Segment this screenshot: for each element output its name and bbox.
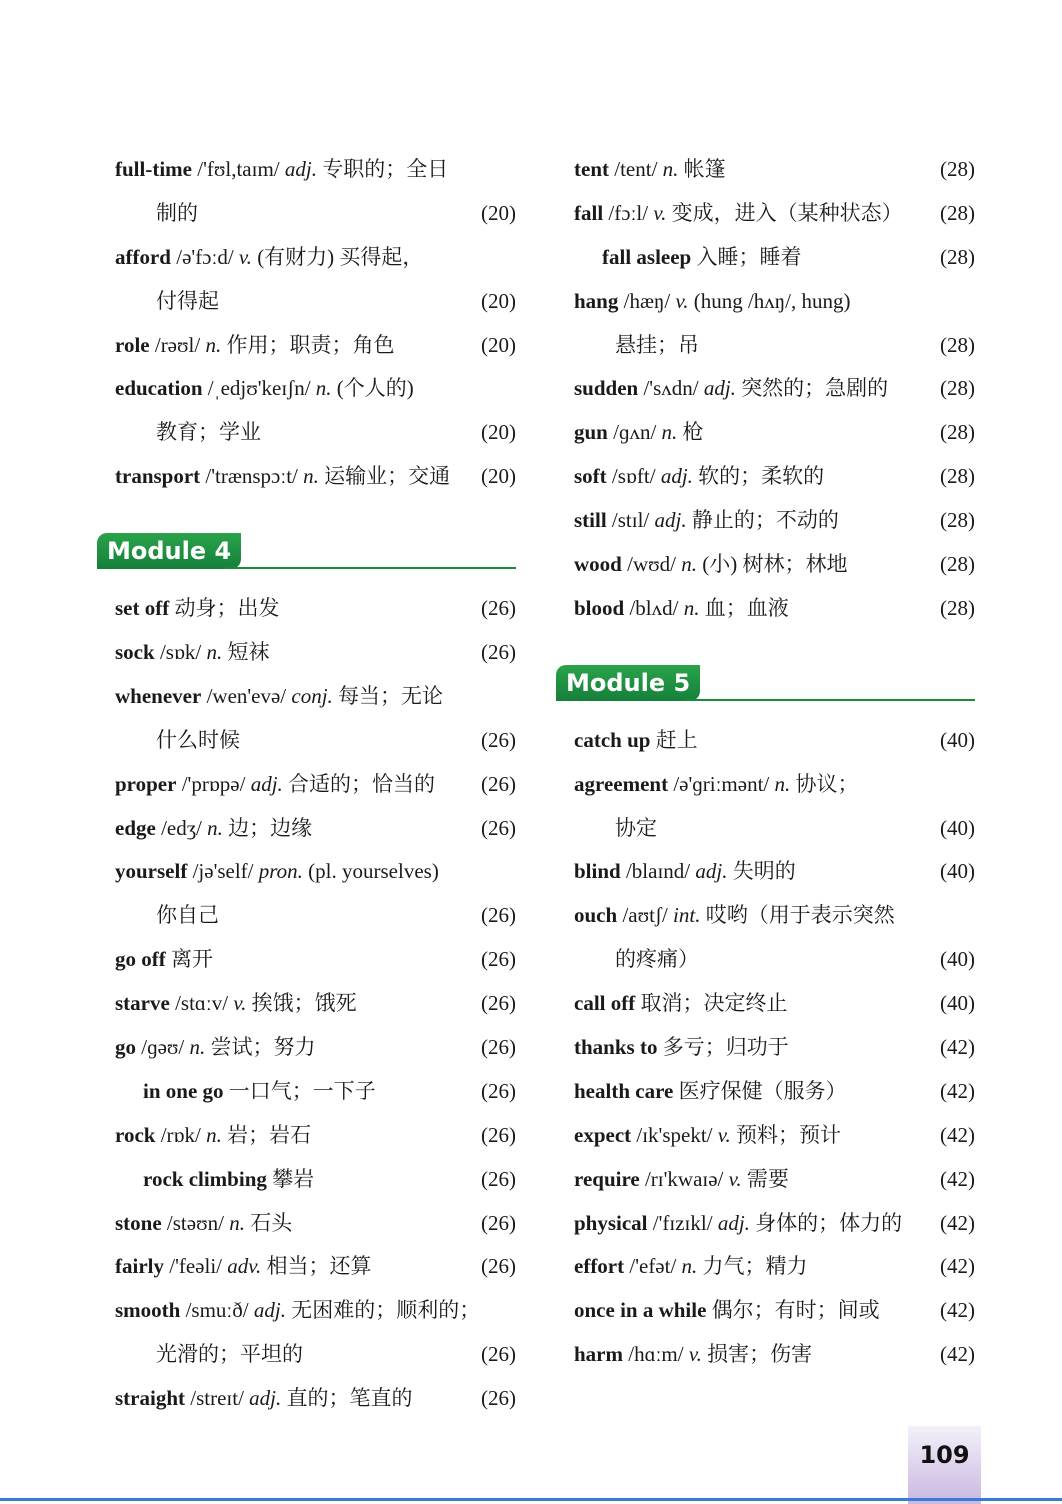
headword: gun [574,420,608,445]
part-of-speech: adj. [695,859,728,884]
meaning: 岩；岩石 [227,1122,312,1147]
page-reference: (40) [940,815,975,840]
part-of-speech: n. [683,595,700,620]
vocab-entry [574,1114,975,1158]
page-reference: (28) [940,157,975,181]
vocab-entry [115,367,516,411]
phonetic: /hɑːm/ [628,1342,684,1367]
meaning: 专职的；全日 [322,157,449,181]
vocab-entry [574,850,975,894]
headword: smooth [115,1298,181,1323]
phonetic: /fɔːl/ [608,200,649,225]
phonetic: /ə'fɔːd/ [176,244,234,269]
page-reference: (26) [481,903,516,928]
page-reference: (26) [481,947,516,972]
meaning: 偶尔；有时；间或 [711,1298,880,1323]
headword: sock [115,640,155,665]
page-reference: (20) [481,420,516,445]
page-reference: (26) [481,771,516,796]
phonetic: /aʊtʃ/ [622,903,668,928]
page-reference: (20) [481,200,516,225]
page-reference: (26) [481,1386,516,1411]
phonetic: /'sʌdn/ [643,376,699,401]
page-reference: (26) [481,1122,516,1147]
page-reference: (42) [940,1166,975,1191]
vocab-entry [574,938,975,982]
meaning: 帐篷 [683,157,726,181]
headword: expect [574,1122,632,1147]
page-reference: (42) [940,1122,975,1147]
meaning: 教育；学业 [156,420,261,445]
page-reference: (40) [940,859,975,884]
part-of-speech: v. [653,200,667,225]
vocab-entry [574,148,975,192]
part-of-speech: adj. [654,508,687,533]
phonetic: /ɡəʊ/ [141,1035,185,1060]
headword: call off [574,991,636,1016]
entry-list [115,148,516,499]
page-reference: (28) [940,595,975,620]
meaning: 动身；出发 [174,596,280,621]
meaning: 每当；无论 [338,683,444,708]
module-rule [225,567,516,569]
vocab-entry [574,894,975,938]
headword: physical [574,1210,648,1235]
meaning: 力气；精力 [702,1254,808,1279]
meaning: 协定 [615,815,657,840]
headword: effort [574,1254,625,1279]
headword: blood [574,595,625,620]
phonetic: /rɪ'kwaɪə/ [644,1166,724,1191]
phonetic: /'prɒpə/ [181,771,246,796]
phonetic: /smuːð/ [185,1298,249,1323]
part-of-speech: conj. [291,683,333,708]
page-reference: (40) [940,947,975,972]
part-of-speech: n. [229,1210,245,1235]
phonetic: /ɪk'spekt/ [636,1122,713,1147]
vocab-entry [574,763,975,807]
vocab-entry [574,411,975,455]
page-reference: (26) [481,1342,516,1367]
headword: proper [115,771,177,796]
page-reference: (26) [481,1210,516,1235]
headword: fall [574,200,604,225]
page-reference: (28) [940,508,975,533]
page-reference: (26) [481,640,516,665]
vocab-entry [574,1202,975,1246]
phonetic: /ˌedjʊ'keɪʃn/ [207,376,311,401]
part-of-speech: n. [189,1035,206,1060]
page-reference: (26) [481,1254,516,1279]
phonetic: /tent/ [614,157,658,181]
phonetic: /wen'evə/ [206,683,287,708]
part-of-speech: n. [206,640,223,665]
headword: yourself [115,859,188,884]
vocab-entry [115,1245,516,1289]
meaning: 多亏；归功于 [662,1035,789,1060]
vocab-entry [115,455,516,499]
phonetic: /stɑːv/ [175,991,229,1016]
part-of-speech: adj. [250,771,283,796]
entry-list [115,587,516,1421]
phonetic: /sɒft/ [611,464,656,489]
page-reference: (42) [940,1210,975,1235]
meaning: 哎哟（用于表示突然 [705,903,895,928]
page-reference: (20) [481,332,516,357]
vocab-entry [115,631,516,675]
page-reference: (26) [481,1078,516,1103]
meaning: (hung /hʌŋ/, hung) [693,288,851,313]
page-reference: (28) [940,420,975,445]
vocab-entry [574,236,975,280]
meaning: 相当；还算 [266,1254,372,1279]
headword: wood [574,552,622,577]
meaning: 入睡；睡着 [696,244,802,269]
vocab-entry [574,367,975,411]
part-of-speech: v. [238,244,252,269]
meaning: 制的 [156,200,198,225]
headword: full-time [115,157,192,181]
page-reference: (42) [940,1035,975,1060]
meaning: 损害；伤害 [707,1342,813,1367]
vocab-entry [115,324,516,368]
part-of-speech: n. [681,552,697,577]
meaning: 突然的；急剧的 [741,376,889,401]
phonetic: /ɡʌn/ [613,420,657,445]
page-reference: (28) [940,244,975,269]
headword: afford [115,244,171,269]
vocab-entry [574,1026,975,1070]
phonetic: /jə'self/ [192,859,254,884]
vocab-entry [574,807,975,851]
meaning: 短袜 [227,640,270,665]
meaning: 的疼痛） [615,947,699,972]
meaning: 石头 [250,1210,293,1235]
vocab-entry [115,1377,516,1421]
page-reference: (42) [940,1298,975,1323]
meaning: 挨饿；饿死 [251,991,357,1016]
page-reference: (26) [481,991,516,1016]
module-rule [684,699,975,701]
part-of-speech: adj. [249,1386,282,1411]
headword: starve [115,991,170,1016]
page-reference: (40) [940,991,975,1016]
vocab-entry [115,1070,516,1114]
phonetic: /stɪl/ [611,508,650,533]
page-reference: (42) [940,1342,975,1367]
meaning: (个人的) [336,376,414,401]
vocab-entry [115,280,516,324]
vocab-entry [115,719,516,763]
vocab-entry [574,543,975,587]
meaning: (有财力) 买得起， [257,244,424,269]
headword: require [574,1166,640,1191]
phonetic: /blaɪnd/ [625,859,691,884]
meaning: 运输业；交通 [324,464,451,489]
meaning: 离开 [171,947,213,972]
meaning: 边；边缘 [228,815,313,840]
meaning: 什么时候 [156,727,240,752]
meaning: 悬挂；吊 [615,332,699,357]
headword: edge [115,815,156,840]
headword: harm [574,1342,623,1367]
phonetic: /rɒk/ [160,1122,201,1147]
phonetic: /'feəli/ [169,1254,222,1279]
page-reference: (28) [940,464,975,489]
part-of-speech: n. [661,420,678,445]
headword: go [115,1035,136,1060]
vocab-entry [574,1333,975,1377]
vocab-entry [115,411,516,455]
meaning: 光滑的；平坦的 [156,1342,303,1367]
phonetic: /hæŋ/ [623,288,671,313]
page-reference: (28) [940,376,975,401]
part-of-speech: n. [315,376,332,401]
part-of-speech: n. [207,815,223,840]
vocab-entry [574,324,975,368]
phonetic: /streɪt/ [190,1386,244,1411]
vocab-entry [115,148,516,192]
part-of-speech: int. [673,903,701,928]
headword: sudden [574,376,639,401]
headword: still [574,508,607,533]
vocab-entry [115,1289,516,1333]
vocab-entry [115,1202,516,1246]
vocab-entry [115,894,516,938]
meaning: (pl. yourselves) [308,859,439,884]
meaning: 血；血液 [704,595,789,620]
page-reference: (20) [481,288,516,313]
vocab-entry [115,850,516,894]
headword: education [115,376,203,401]
headword: set off [115,596,170,621]
part-of-speech: n. [681,1254,698,1279]
headword: hang [574,288,619,313]
module-title: Module 5 [556,665,700,701]
headword: agreement [574,771,669,796]
headword: fairly [115,1254,164,1279]
meaning: 医疗保健（服务） [678,1078,847,1103]
vocab-entry [115,1158,516,1202]
meaning: (小) 树林；林地 [702,552,848,577]
headword: thanks to [574,1035,658,1060]
part-of-speech: n. [662,157,679,181]
right-column [566,148,975,1377]
page-reference: (42) [940,1078,975,1103]
vocab-entry [115,675,516,719]
headword: go off [115,947,166,972]
page-reference: (26) [481,1035,516,1060]
headword: whenever [115,683,202,708]
vocab-entry [574,499,975,543]
meaning: 攀岩 [272,1166,315,1191]
part-of-speech: v. [233,991,247,1016]
part-of-speech: v. [717,1122,731,1147]
meaning: 赶上 [655,727,698,752]
page-reference: (20) [481,464,516,489]
part-of-speech: adj. [703,376,736,401]
module-title: Module 4 [97,533,241,569]
vocab-entry [574,1245,975,1289]
vocab-entry [115,807,516,851]
meaning: 身体的；体力的 [755,1210,903,1235]
vocab-entry [115,1333,516,1377]
phonetic: /'fʊl,taɪm/ [197,157,280,181]
module-header [107,499,516,587]
module-header [566,631,975,719]
headword: transport [115,464,201,489]
vocab-entry [115,763,516,807]
meaning: 需要 [746,1166,789,1191]
part-of-speech: v. [688,1342,702,1367]
bottom-rule [0,1498,1062,1501]
meaning: 软的；柔软的 [698,464,825,489]
meaning: 枪 [682,420,704,445]
headword: rock [115,1122,156,1147]
vocab-entry [115,1026,516,1070]
headword: health care [574,1078,674,1103]
meaning: 合适的；恰当的 [288,771,436,796]
vocab-entry [574,719,975,763]
phonetic: /wʊd/ [627,552,676,577]
meaning: 协议； [795,771,859,796]
meaning: 直的；笔直的 [286,1386,413,1411]
vocab-entry [115,982,516,1026]
headword: soft [574,464,607,489]
page-number: 109 [908,1426,981,1504]
part-of-speech: n. [303,464,319,489]
part-of-speech: n. [205,332,222,357]
vocab-entry [574,1158,975,1202]
vocab-entry [574,455,975,499]
part-of-speech: v. [675,288,689,313]
vocab-entry [574,192,975,236]
part-of-speech: adj. [284,157,317,181]
part-of-speech: v. [728,1166,742,1191]
meaning: 你自己 [156,903,219,928]
vocab-entry [115,938,516,982]
part-of-speech: n. [206,1122,222,1147]
meaning: 失明的 [732,859,796,884]
vocab-entry [115,587,516,631]
phonetic: /rəʊl/ [154,332,201,357]
vocab-entry [574,982,975,1026]
meaning: 变成，进入（某种状态） [671,200,903,225]
vocab-entry [574,587,975,631]
phonetic: /blʌd/ [629,595,679,620]
meaning: 付得起 [156,288,219,313]
phonetic: /ə'ɡriːmənt/ [673,771,770,796]
part-of-speech: adj. [717,1210,750,1235]
headword: rock climbing [143,1166,267,1191]
phonetic: /edʒ/ [161,815,202,840]
vocab-entry [574,280,975,324]
headword: in one go [143,1078,224,1103]
part-of-speech: adv. [227,1254,262,1279]
page-reference: (28) [940,332,975,357]
page-reference: (26) [481,1166,516,1191]
page-reference: (26) [481,727,516,752]
vocab-entry [115,192,516,236]
headword: fall asleep [602,244,692,269]
part-of-speech: adj. [253,1298,286,1323]
meaning: 预料；预计 [736,1122,842,1147]
phonetic: /'efət/ [629,1254,677,1279]
vocab-entry [115,236,516,280]
vocab-entry [574,1070,975,1114]
page-reference: (40) [940,727,975,752]
meaning: 一口气；一下子 [228,1078,376,1103]
phonetic: /'trænspɔːt/ [205,464,298,489]
part-of-speech: n. [774,771,791,796]
headword: catch up [574,727,651,752]
phonetic: /'fɪzɪkl/ [652,1210,713,1235]
vocab-entry [115,1114,516,1158]
page-reference: (28) [940,552,975,577]
headword: role [115,332,150,357]
headword: stone [115,1210,162,1235]
headword: tent [574,157,609,181]
headword: blind [574,859,621,884]
part-of-speech: pron. [258,859,303,884]
meaning: 无困难的；顺利的； [291,1298,481,1323]
meaning: 取消；决定终止 [640,991,788,1016]
headword: ouch [574,903,618,928]
page-reference: (28) [940,200,975,225]
headword: straight [115,1386,185,1411]
part-of-speech: adj. [660,464,693,489]
meaning: 作用；职责；角色 [226,332,395,357]
page-reference: (42) [940,1254,975,1279]
phonetic: /stəʊn/ [166,1210,224,1235]
entry-list [574,148,975,631]
entry-list [574,719,975,1377]
meaning: 静止的；不动的 [691,508,839,533]
headword: once in a while [574,1298,707,1323]
meaning: 尝试；努力 [210,1035,316,1060]
left-column [107,148,516,1421]
page-reference: (26) [481,815,516,840]
page-reference: (26) [481,596,516,621]
phonetic: /sɒk/ [159,640,202,665]
vocab-entry [574,1289,975,1333]
